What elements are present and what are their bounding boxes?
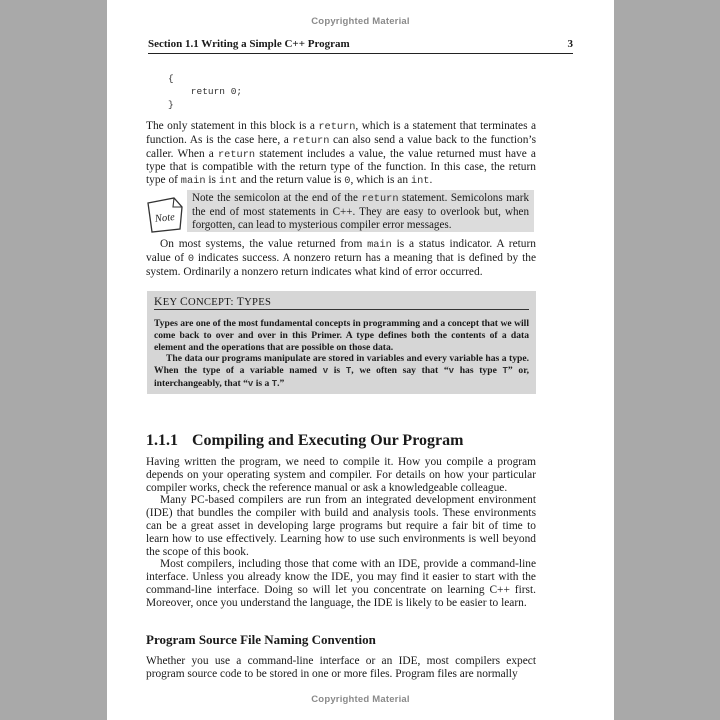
code-line-return: return 0; bbox=[168, 86, 243, 97]
copyright-watermark-bottom: Copyrighted Material bbox=[311, 694, 410, 705]
code-line-open-brace: { bbox=[168, 73, 174, 84]
paragraph-status-indicator: On most systems, the value returned from main is a status indicator. A return value of 0 indicates success. A nonzero return has a meaning that is defined by the system. Ordinarily a nonzero return indicates what kind of error occurred. bbox=[146, 238, 536, 278]
paragraph-return-statement: The only statement in this block is a return, which is a statement that terminates a function. As is the case here, a return can also send a value back to the function’s caller. When a return statement includes a value, the value returned must have a type that is compatible with the return type of the function. In this case, the return type of main is int and the return value is 0, which is an int. bbox=[146, 120, 537, 188]
code-line-close-brace: } bbox=[168, 99, 174, 110]
section-body bbox=[146, 456, 536, 610]
running-head bbox=[148, 38, 573, 54]
section-paragraph: Many PC-based compilers are run from an integrated development environment (IDE) that bundles the compiler with build and analysis tools. These environments can be a great asset in developing large programs but require a fair bit of time to learn how to use effectively. Learning how to use such environments is well beyond the scope of this book. bbox=[146, 494, 536, 558]
book-page bbox=[107, 0, 614, 720]
subsection-paragraph: Whether you use a command-line interface or an IDE, most compilers expect program source code to be stored in one or more files. Program files are normally bbox=[146, 655, 536, 680]
key-concept-title: KEY CONCEPT: TYPES bbox=[154, 295, 529, 310]
section-paragraph: Most compilers, including those that come with an IDE, provide a command-line interface. Unless you already know the IDE, you may find it easier to start with the command-line interface. Doing so will let you concentrate on learning C++ first. Moreover, once you understand the language, the IDE is likely to be easier to learn. bbox=[146, 558, 536, 609]
note-icon bbox=[144, 195, 188, 235]
page-number: 3 bbox=[567, 38, 573, 50]
note-icon-label: Note bbox=[154, 211, 176, 225]
subsection-heading: Program Source File Naming Convention bbox=[146, 632, 376, 647]
section-heading bbox=[146, 432, 463, 450]
copyright-watermark-top: Copyrighted Material bbox=[311, 16, 410, 27]
running-head-section: Section 1.1 Writing a Simple C++ Program bbox=[148, 38, 350, 50]
section-number: 1.1.1 bbox=[146, 432, 178, 449]
key-concept-body: Types are one of the most fundamental concepts in programming and a concept that we will come back to over and over in this Primer. A type defines both the contents of a data element and the operations that are possible on those data. The data our programs manipulate are stored in variables and every variable has a type. When the type of a variable named v is T, we often say that “v has type T” or, interchangeably, that “v is a T.” bbox=[154, 318, 529, 389]
section-title: Compiling and Executing Our Program bbox=[192, 432, 464, 449]
note-box: Note the semicolon at the end of the return statement. Semicolons mark the end of most statements in C++. They are easy to overlook but, when forgotten, can lead to mysterious compiler error messages. bbox=[187, 190, 534, 232]
key-concept-box bbox=[147, 291, 536, 394]
section-paragraph: Having written the program, we need to compile it. How you compile a program depends on your operating system and compiler. For details on how your particular compiler works, check the reference manual or ask a knowledgeable colleague. bbox=[146, 456, 536, 494]
